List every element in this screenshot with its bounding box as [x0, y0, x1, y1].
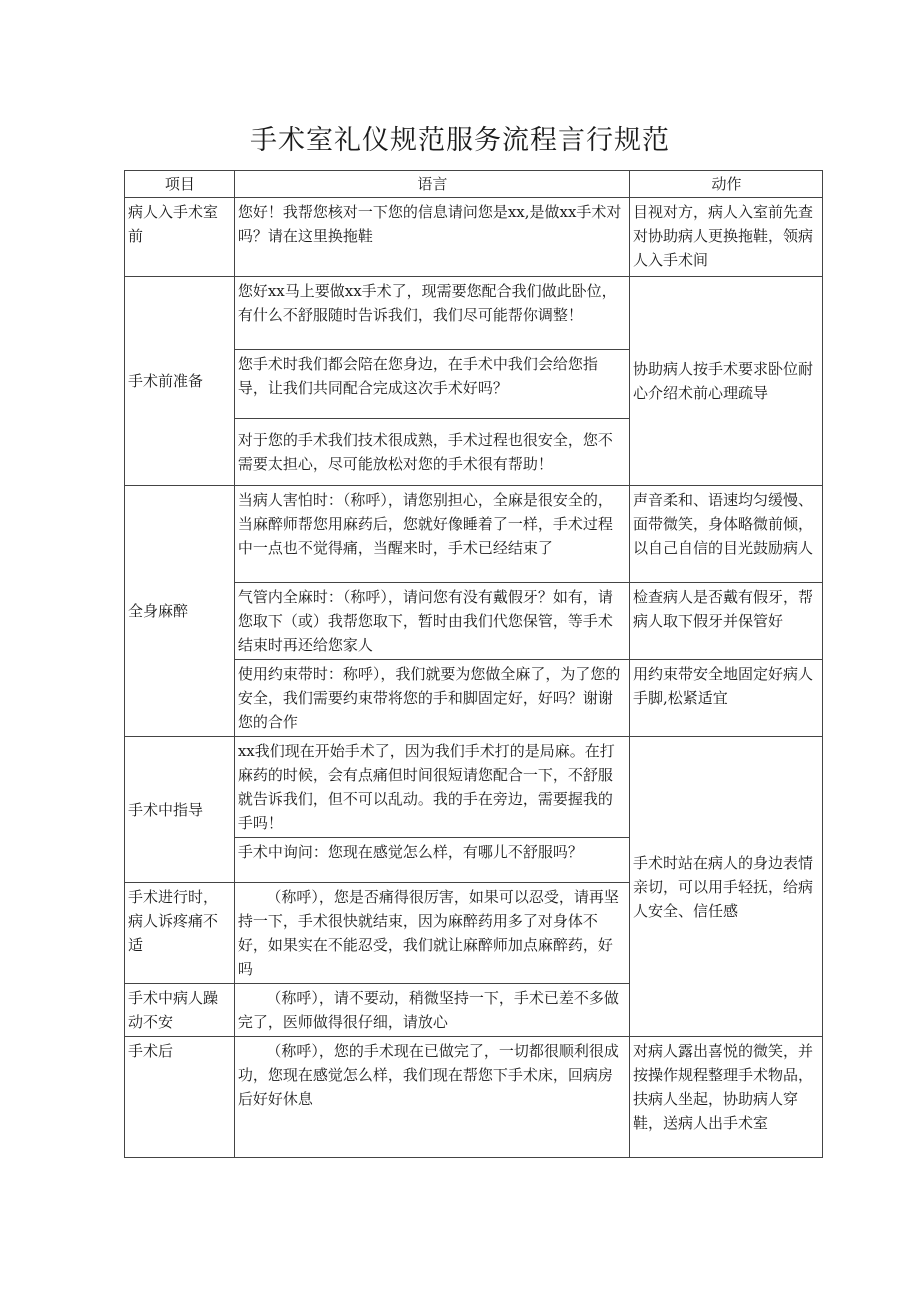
header-language: 语言 [234, 171, 629, 198]
speech-cell: 气管内全麻时：（称呼），请问您有没有戴假牙？如有，请您取下（或）我帮您取下，暂时由我们代您保管，等手术结束时再还给您家人 [234, 583, 629, 660]
table-header-row [125, 171, 823, 198]
speech-cell: 您好！我帮您核对一下您的信息请问您是xx,是做xx手术对吗？请在这里换拖鞋 [234, 198, 629, 277]
etiquette-table [124, 170, 823, 1158]
header-action: 动作 [630, 171, 823, 198]
speech-cell: （称呼），您是否痛得很厉害，如果可以忍受，请再坚持一下，手术很快就结束，因为麻醉药用多了对身体不好，如果实在不能忍受，我们就让麻醉师加点麻醉药，好吗 [234, 883, 629, 984]
item-cell: 手术中指导 [125, 737, 235, 883]
speech-cell: （称呼），您的手术现在已做完了，一切都很顺利很成功，您现在感觉怎么样，我们现在帮您下手术床，回病房后好好休息 [234, 1037, 629, 1158]
table-row [125, 1037, 823, 1158]
action-cell: 检查病人是否戴有假牙，帮病人取下假牙并保管好 [630, 583, 823, 660]
speech-cell: xx我们现在开始手术了，因为我们手术打的是局麻。在打麻药的时候，会有点痛但时间很短请您配合一下，不舒服就告诉我们，但不可以乱动。我的手在旁边，需要握我的手吗！ [234, 737, 629, 838]
speech-cell: （称呼），请不要动，稍微坚持一下，手术已差不多做完了，医师做得很仔细，请放心 [234, 984, 629, 1037]
action-cell: 用约束带安全地固定好病人手脚,松紧适宜 [630, 660, 823, 737]
speech-cell: 手术中询问：您现在感觉怎么样，有哪儿不舒服吗？ [234, 838, 629, 883]
item-cell: 全身麻醉 [125, 486, 235, 737]
table-row [125, 737, 823, 838]
table-row [125, 277, 823, 350]
action-cell: 协助病人按手术要求卧位耐心介绍术前心理疏导 [630, 277, 823, 486]
table-row [125, 486, 823, 583]
table-row [125, 198, 823, 277]
speech-cell: 您好xx马上要做xx手术了，现需要您配合我们做此卧位，有什么不舒服随时告诉我们，我们尽可能帮你调整！ [234, 277, 629, 350]
item-cell: 病人入手术室前 [125, 198, 235, 277]
action-cell: 目视对方，病人入室前先查对协助病人更换拖鞋，领病人入手术间 [630, 198, 823, 277]
header-item: 项目 [125, 171, 235, 198]
action-cell: 对病人露出喜悦的微笑，并按操作规程整理手术物品，扶病人坐起，协助病人穿鞋，送病人出手术室 [630, 1037, 823, 1158]
item-cell: 手术前准备 [125, 277, 235, 486]
action-cell: 声音柔和、语速均匀缓慢、面带微笑，身体略微前倾，以自己自信的目光鼓励病人 [630, 486, 823, 583]
item-cell: 手术进行时，病人诉疼痛不适 [125, 883, 235, 984]
speech-cell: 您手术时我们都会陪在您身边，在手术中我们会给您指导，让我们共同配合完成这次手术好吗？ [234, 350, 629, 419]
speech-cell: 当病人害怕时：（称呼），请您别担心，全麻是很安全的，当麻醉师帮您用麻药后，您就好像睡着了一样，手术过程中一点也不觉得痛，当醒来时，手术已经结束了 [234, 486, 629, 583]
item-cell: 手术中病人躁动不安 [125, 984, 235, 1037]
page-title: 手术室礼仪规范服务流程言行规范 [250, 125, 670, 156]
speech-cell: 对于您的手术我们技术很成熟，手术过程也很安全，您不需要太担心，尽可能放松对您的手术很有帮助！ [234, 419, 629, 486]
speech-cell: 使用约束带时：称呼），我们就要为您做全麻了，为了您的安全，我们需要约束带将您的手和脚固定好，好吗？谢谢您的合作 [234, 660, 629, 737]
action-cell: 手术时站在病人的身边表情亲切，可以用手轻抚，给病人安全、信任感 [630, 737, 823, 1037]
item-cell: 手术后 [125, 1037, 235, 1158]
